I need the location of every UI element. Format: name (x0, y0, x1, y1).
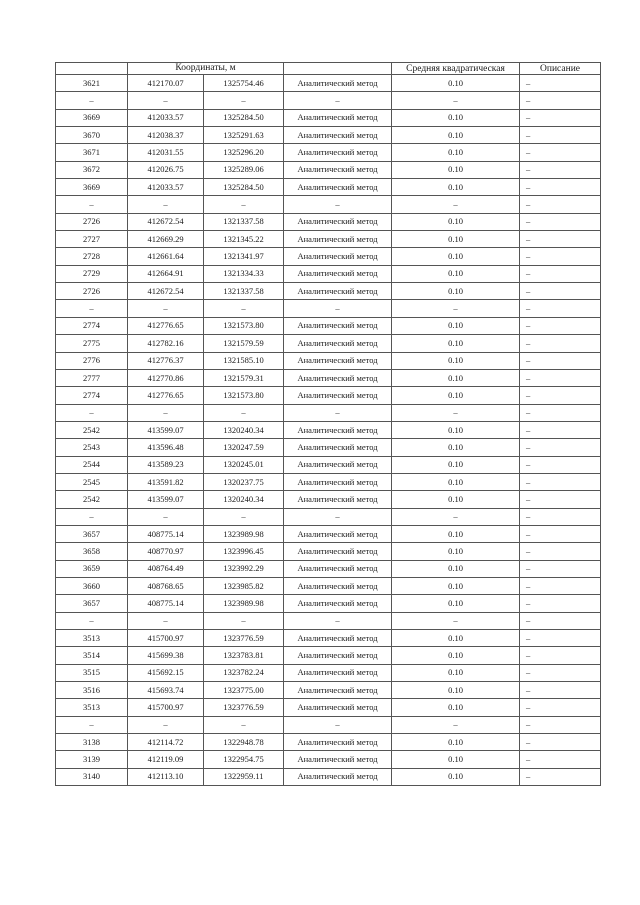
x-coordinate-cell: 408764.49 (128, 560, 204, 577)
description-cell: – (520, 751, 601, 768)
point-number-cell: – (56, 716, 128, 733)
description-cell: – (520, 421, 601, 438)
point-number-cell: 2775 (56, 335, 128, 352)
method-cell: – (284, 716, 392, 733)
method-cell: Аналитический метод (284, 595, 392, 612)
y-coordinate-cell: – (204, 404, 284, 421)
y-coordinate-cell: 1321579.59 (204, 335, 284, 352)
point-number-cell: 3621 (56, 75, 128, 92)
method-cell: – (284, 92, 392, 109)
method-cell: Аналитический метод (284, 231, 392, 248)
x-coordinate-cell: 415699.38 (128, 647, 204, 664)
point-number-cell: 3139 (56, 751, 128, 768)
point-number-cell: 3140 (56, 768, 128, 785)
description-cell: – (520, 109, 601, 126)
y-coordinate-cell: 1320245.01 (204, 456, 284, 473)
accuracy-cell: 0.10 (392, 647, 520, 664)
accuracy-cell: 0.10 (392, 664, 520, 681)
description-cell: – (520, 682, 601, 699)
accuracy-cell: 0.10 (392, 543, 520, 560)
accuracy-cell: 0.10 (392, 144, 520, 161)
table-row (56, 612, 601, 629)
accuracy-cell: – (392, 612, 520, 629)
y-coordinate-cell: 1323996.45 (204, 543, 284, 560)
point-number-cell: 2542 (56, 491, 128, 508)
x-coordinate-cell: – (128, 612, 204, 629)
description-cell: – (520, 508, 601, 525)
method-cell: Аналитический метод (284, 664, 392, 681)
x-coordinate-cell: 412113.10 (128, 768, 204, 785)
accuracy-cell: 0.10 (392, 75, 520, 92)
table-row (56, 231, 601, 248)
description-cell: – (520, 179, 601, 196)
point-number-cell: 2727 (56, 231, 128, 248)
point-number-cell: 2777 (56, 369, 128, 386)
accuracy-cell: – (392, 716, 520, 733)
y-coordinate-cell: 1321585.10 (204, 352, 284, 369)
y-coordinate-cell: 1325284.50 (204, 109, 284, 126)
header-accuracy: Средняя квадратическая (392, 63, 520, 75)
accuracy-cell: 0.10 (392, 369, 520, 386)
point-number-cell: 2544 (56, 456, 128, 473)
method-cell: Аналитический метод (284, 109, 392, 126)
table-row (56, 595, 601, 612)
point-number-cell: 3513 (56, 699, 128, 716)
method-cell: Аналитический метод (284, 75, 392, 92)
description-cell: – (520, 75, 601, 92)
accuracy-cell: 0.10 (392, 421, 520, 438)
description-cell: – (520, 387, 601, 404)
method-cell: – (284, 508, 392, 525)
method-cell: Аналитический метод (284, 369, 392, 386)
x-coordinate-cell: 412038.37 (128, 127, 204, 144)
description-cell: – (520, 595, 601, 612)
accuracy-cell: – (392, 404, 520, 421)
description-cell: – (520, 664, 601, 681)
method-cell: Аналитический метод (284, 630, 392, 647)
table-row (56, 473, 601, 490)
y-coordinate-cell: 1322959.11 (204, 768, 284, 785)
method-cell: Аналитический метод (284, 560, 392, 577)
y-coordinate-cell: – (204, 716, 284, 733)
table-row (56, 283, 601, 300)
table-row (56, 560, 601, 577)
y-coordinate-cell: 1323783.81 (204, 647, 284, 664)
accuracy-cell: 0.10 (392, 768, 520, 785)
table-row (56, 421, 601, 438)
accuracy-cell: 0.10 (392, 213, 520, 230)
table-row (56, 404, 601, 421)
method-cell: – (284, 612, 392, 629)
point-number-cell: 2776 (56, 352, 128, 369)
table-row (56, 768, 601, 785)
description-cell: – (520, 647, 601, 664)
point-number-cell: 2774 (56, 317, 128, 334)
description-cell: – (520, 248, 601, 265)
point-number-cell: 3513 (56, 630, 128, 647)
method-cell: – (284, 404, 392, 421)
table-row (56, 248, 601, 265)
description-cell: – (520, 439, 601, 456)
table-row (56, 577, 601, 594)
accuracy-cell: 0.10 (392, 387, 520, 404)
method-cell: Аналитический метод (284, 387, 392, 404)
description-cell: – (520, 543, 601, 560)
y-coordinate-cell: 1321334.33 (204, 265, 284, 282)
method-cell: Аналитический метод (284, 456, 392, 473)
point-number-cell: 3671 (56, 144, 128, 161)
description-cell: – (520, 317, 601, 334)
description-cell: – (520, 144, 601, 161)
table-row (56, 543, 601, 560)
x-coordinate-cell: 412031.55 (128, 144, 204, 161)
point-number-cell: – (56, 92, 128, 109)
accuracy-cell: 0.10 (392, 682, 520, 699)
table-row (56, 161, 601, 178)
point-number-cell: 2729 (56, 265, 128, 282)
point-number-cell: 3514 (56, 647, 128, 664)
description-cell: – (520, 734, 601, 751)
point-number-cell: 2726 (56, 213, 128, 230)
x-coordinate-cell: 412672.54 (128, 283, 204, 300)
method-cell: Аналитический метод (284, 439, 392, 456)
method-cell: Аналитический метод (284, 179, 392, 196)
table-row (56, 335, 601, 352)
description-cell: – (520, 127, 601, 144)
method-cell: Аналитический метод (284, 543, 392, 560)
x-coordinate-cell: 415700.97 (128, 630, 204, 647)
coordinates-table (55, 62, 601, 786)
method-cell: Аналитический метод (284, 734, 392, 751)
y-coordinate-cell: 1323989.98 (204, 525, 284, 542)
accuracy-cell: 0.10 (392, 231, 520, 248)
x-coordinate-cell: 412770.86 (128, 369, 204, 386)
y-coordinate-cell: 1320247.59 (204, 439, 284, 456)
x-coordinate-cell: 415700.97 (128, 699, 204, 716)
method-cell: Аналитический метод (284, 525, 392, 542)
description-cell: – (520, 335, 601, 352)
accuracy-cell: 0.10 (392, 352, 520, 369)
x-coordinate-cell: 412776.65 (128, 387, 204, 404)
method-cell: Аналитический метод (284, 768, 392, 785)
table-row (56, 439, 601, 456)
x-coordinate-cell: 412776.37 (128, 352, 204, 369)
x-coordinate-cell: 415693.74 (128, 682, 204, 699)
accuracy-cell: 0.10 (392, 734, 520, 751)
accuracy-cell: 0.10 (392, 335, 520, 352)
y-coordinate-cell: 1321573.80 (204, 387, 284, 404)
y-coordinate-cell: 1323992.29 (204, 560, 284, 577)
description-cell: – (520, 213, 601, 230)
point-number-cell: 2726 (56, 283, 128, 300)
table-row (56, 630, 601, 647)
x-coordinate-cell: 412033.57 (128, 179, 204, 196)
x-coordinate-cell: – (128, 300, 204, 317)
table-header-row (56, 63, 601, 75)
point-number-cell: 3515 (56, 664, 128, 681)
method-cell: Аналитический метод (284, 265, 392, 282)
description-cell: – (520, 716, 601, 733)
y-coordinate-cell: 1321341.97 (204, 248, 284, 265)
table-row (56, 682, 601, 699)
accuracy-cell: 0.10 (392, 248, 520, 265)
table-body (56, 63, 601, 786)
method-cell: Аналитический метод (284, 335, 392, 352)
method-cell: Аналитический метод (284, 647, 392, 664)
table-row (56, 734, 601, 751)
y-coordinate-cell: 1323985.82 (204, 577, 284, 594)
x-coordinate-cell: 408775.14 (128, 525, 204, 542)
accuracy-cell: 0.10 (392, 456, 520, 473)
accuracy-cell: 0.10 (392, 473, 520, 490)
y-coordinate-cell: 1325284.50 (204, 179, 284, 196)
accuracy-cell: – (392, 196, 520, 213)
x-coordinate-cell: 415692.15 (128, 664, 204, 681)
accuracy-cell: 0.10 (392, 109, 520, 126)
method-cell: Аналитический метод (284, 682, 392, 699)
point-number-cell: 2545 (56, 473, 128, 490)
description-cell: – (520, 300, 601, 317)
method-cell: Аналитический метод (284, 352, 392, 369)
table-row (56, 525, 601, 542)
x-coordinate-cell: 412033.57 (128, 109, 204, 126)
x-coordinate-cell: 412661.64 (128, 248, 204, 265)
point-number-cell: 3138 (56, 734, 128, 751)
accuracy-cell: 0.10 (392, 525, 520, 542)
header-coordinates: Координаты, м (128, 63, 284, 75)
table-row (56, 699, 601, 716)
x-coordinate-cell: 413589.23 (128, 456, 204, 473)
description-cell: – (520, 404, 601, 421)
x-coordinate-cell: 412776.65 (128, 317, 204, 334)
x-coordinate-cell: 412114.72 (128, 734, 204, 751)
accuracy-cell: 0.10 (392, 317, 520, 334)
table-row (56, 109, 601, 126)
description-cell: – (520, 630, 601, 647)
table-row (56, 664, 601, 681)
point-number-cell: 3659 (56, 560, 128, 577)
x-coordinate-cell: 408775.14 (128, 595, 204, 612)
y-coordinate-cell: 1321337.58 (204, 213, 284, 230)
table-row (56, 369, 601, 386)
x-coordinate-cell: – (128, 404, 204, 421)
table-row (56, 352, 601, 369)
point-number-cell: 3670 (56, 127, 128, 144)
y-coordinate-cell: 1321579.31 (204, 369, 284, 386)
method-cell: Аналитический метод (284, 213, 392, 230)
table-row (56, 751, 601, 768)
accuracy-cell: 0.10 (392, 265, 520, 282)
table-row (56, 508, 601, 525)
accuracy-cell: 0.10 (392, 699, 520, 716)
point-number-cell: 2774 (56, 387, 128, 404)
y-coordinate-cell: 1325754.46 (204, 75, 284, 92)
accuracy-cell: 0.10 (392, 283, 520, 300)
accuracy-cell: 0.10 (392, 630, 520, 647)
x-coordinate-cell: 412170.07 (128, 75, 204, 92)
x-coordinate-cell: 408768.65 (128, 577, 204, 594)
description-cell: – (520, 612, 601, 629)
description-cell: – (520, 283, 601, 300)
y-coordinate-cell: – (204, 196, 284, 213)
point-number-cell: 3669 (56, 179, 128, 196)
accuracy-cell: 0.10 (392, 751, 520, 768)
table-row (56, 144, 601, 161)
y-coordinate-cell: 1325289.06 (204, 161, 284, 178)
table-row (56, 387, 601, 404)
x-coordinate-cell: 412119.09 (128, 751, 204, 768)
accuracy-cell: 0.10 (392, 491, 520, 508)
y-coordinate-cell: – (204, 508, 284, 525)
description-cell: – (520, 525, 601, 542)
description-cell: – (520, 577, 601, 594)
y-coordinate-cell: 1323776.59 (204, 699, 284, 716)
point-number-cell: 2542 (56, 421, 128, 438)
x-coordinate-cell: – (128, 716, 204, 733)
method-cell: Аналитический метод (284, 577, 392, 594)
table-row (56, 491, 601, 508)
x-coordinate-cell: 412669.29 (128, 231, 204, 248)
method-cell: Аналитический метод (284, 491, 392, 508)
x-coordinate-cell: 412026.75 (128, 161, 204, 178)
accuracy-cell: 0.10 (392, 595, 520, 612)
method-cell: Аналитический метод (284, 144, 392, 161)
point-number-cell: – (56, 404, 128, 421)
y-coordinate-cell: 1320240.34 (204, 421, 284, 438)
description-cell: – (520, 265, 601, 282)
description-cell: – (520, 560, 601, 577)
y-coordinate-cell: 1325296.20 (204, 144, 284, 161)
point-number-cell: 2543 (56, 439, 128, 456)
accuracy-cell: 0.10 (392, 439, 520, 456)
description-cell: – (520, 352, 601, 369)
y-coordinate-cell: 1325291.63 (204, 127, 284, 144)
y-coordinate-cell: 1323782.24 (204, 664, 284, 681)
y-coordinate-cell: – (204, 300, 284, 317)
description-cell: – (520, 369, 601, 386)
y-coordinate-cell: 1321573.80 (204, 317, 284, 334)
x-coordinate-cell: 412782.16 (128, 335, 204, 352)
table-row (56, 265, 601, 282)
point-number-cell: – (56, 508, 128, 525)
table-row (56, 300, 601, 317)
description-cell: – (520, 699, 601, 716)
description-cell: – (520, 473, 601, 490)
method-cell: Аналитический метод (284, 283, 392, 300)
method-cell: Аналитический метод (284, 421, 392, 438)
x-coordinate-cell: 413591.82 (128, 473, 204, 490)
description-cell: – (520, 456, 601, 473)
table-row (56, 716, 601, 733)
point-number-cell: 3516 (56, 682, 128, 699)
method-cell: Аналитический метод (284, 699, 392, 716)
y-coordinate-cell: 1320237.75 (204, 473, 284, 490)
accuracy-cell: 0.10 (392, 560, 520, 577)
table-row (56, 75, 601, 92)
header-point-number (56, 63, 128, 75)
y-coordinate-cell: – (204, 612, 284, 629)
table-row (56, 127, 601, 144)
y-coordinate-cell: 1322954.75 (204, 751, 284, 768)
y-coordinate-cell: 1323989.98 (204, 595, 284, 612)
description-cell: – (520, 231, 601, 248)
method-cell: Аналитический метод (284, 751, 392, 768)
point-number-cell: 3669 (56, 109, 128, 126)
description-cell: – (520, 92, 601, 109)
point-number-cell: 3658 (56, 543, 128, 560)
accuracy-cell: 0.10 (392, 161, 520, 178)
table-row (56, 92, 601, 109)
method-cell: – (284, 300, 392, 317)
point-number-cell: 3657 (56, 525, 128, 542)
accuracy-cell: 0.10 (392, 127, 520, 144)
accuracy-cell: – (392, 300, 520, 317)
method-cell: Аналитический метод (284, 473, 392, 490)
table-row (56, 456, 601, 473)
x-coordinate-cell: – (128, 508, 204, 525)
accuracy-cell: 0.10 (392, 179, 520, 196)
y-coordinate-cell: 1321337.58 (204, 283, 284, 300)
point-number-cell: – (56, 612, 128, 629)
table-row (56, 196, 601, 213)
point-number-cell: 3660 (56, 577, 128, 594)
table-row (56, 317, 601, 334)
description-cell: – (520, 491, 601, 508)
accuracy-cell: – (392, 508, 520, 525)
x-coordinate-cell: – (128, 92, 204, 109)
point-number-cell: 2728 (56, 248, 128, 265)
y-coordinate-cell: 1323776.59 (204, 630, 284, 647)
header-method (284, 63, 392, 75)
x-coordinate-cell: 412664.91 (128, 265, 204, 282)
y-coordinate-cell: – (204, 92, 284, 109)
y-coordinate-cell: 1323775.00 (204, 682, 284, 699)
description-cell: – (520, 196, 601, 213)
accuracy-cell: 0.10 (392, 577, 520, 594)
x-coordinate-cell: 413596.48 (128, 439, 204, 456)
table-row (56, 647, 601, 664)
x-coordinate-cell: 413599.07 (128, 491, 204, 508)
point-number-cell: 3672 (56, 161, 128, 178)
point-number-cell: – (56, 196, 128, 213)
point-number-cell: 3657 (56, 595, 128, 612)
header-description: Описание (520, 63, 601, 75)
method-cell: – (284, 196, 392, 213)
x-coordinate-cell: 412672.54 (128, 213, 204, 230)
x-coordinate-cell: 413599.07 (128, 421, 204, 438)
y-coordinate-cell: 1322948.78 (204, 734, 284, 751)
table-row (56, 179, 601, 196)
accuracy-cell: – (392, 92, 520, 109)
point-number-cell: – (56, 300, 128, 317)
x-coordinate-cell: – (128, 196, 204, 213)
description-cell: – (520, 768, 601, 785)
description-cell: – (520, 161, 601, 178)
method-cell: Аналитический метод (284, 161, 392, 178)
method-cell: Аналитический метод (284, 127, 392, 144)
table-row (56, 213, 601, 230)
method-cell: Аналитический метод (284, 248, 392, 265)
y-coordinate-cell: 1320240.34 (204, 491, 284, 508)
method-cell: Аналитический метод (284, 317, 392, 334)
y-coordinate-cell: 1321345.22 (204, 231, 284, 248)
x-coordinate-cell: 408770.97 (128, 543, 204, 560)
